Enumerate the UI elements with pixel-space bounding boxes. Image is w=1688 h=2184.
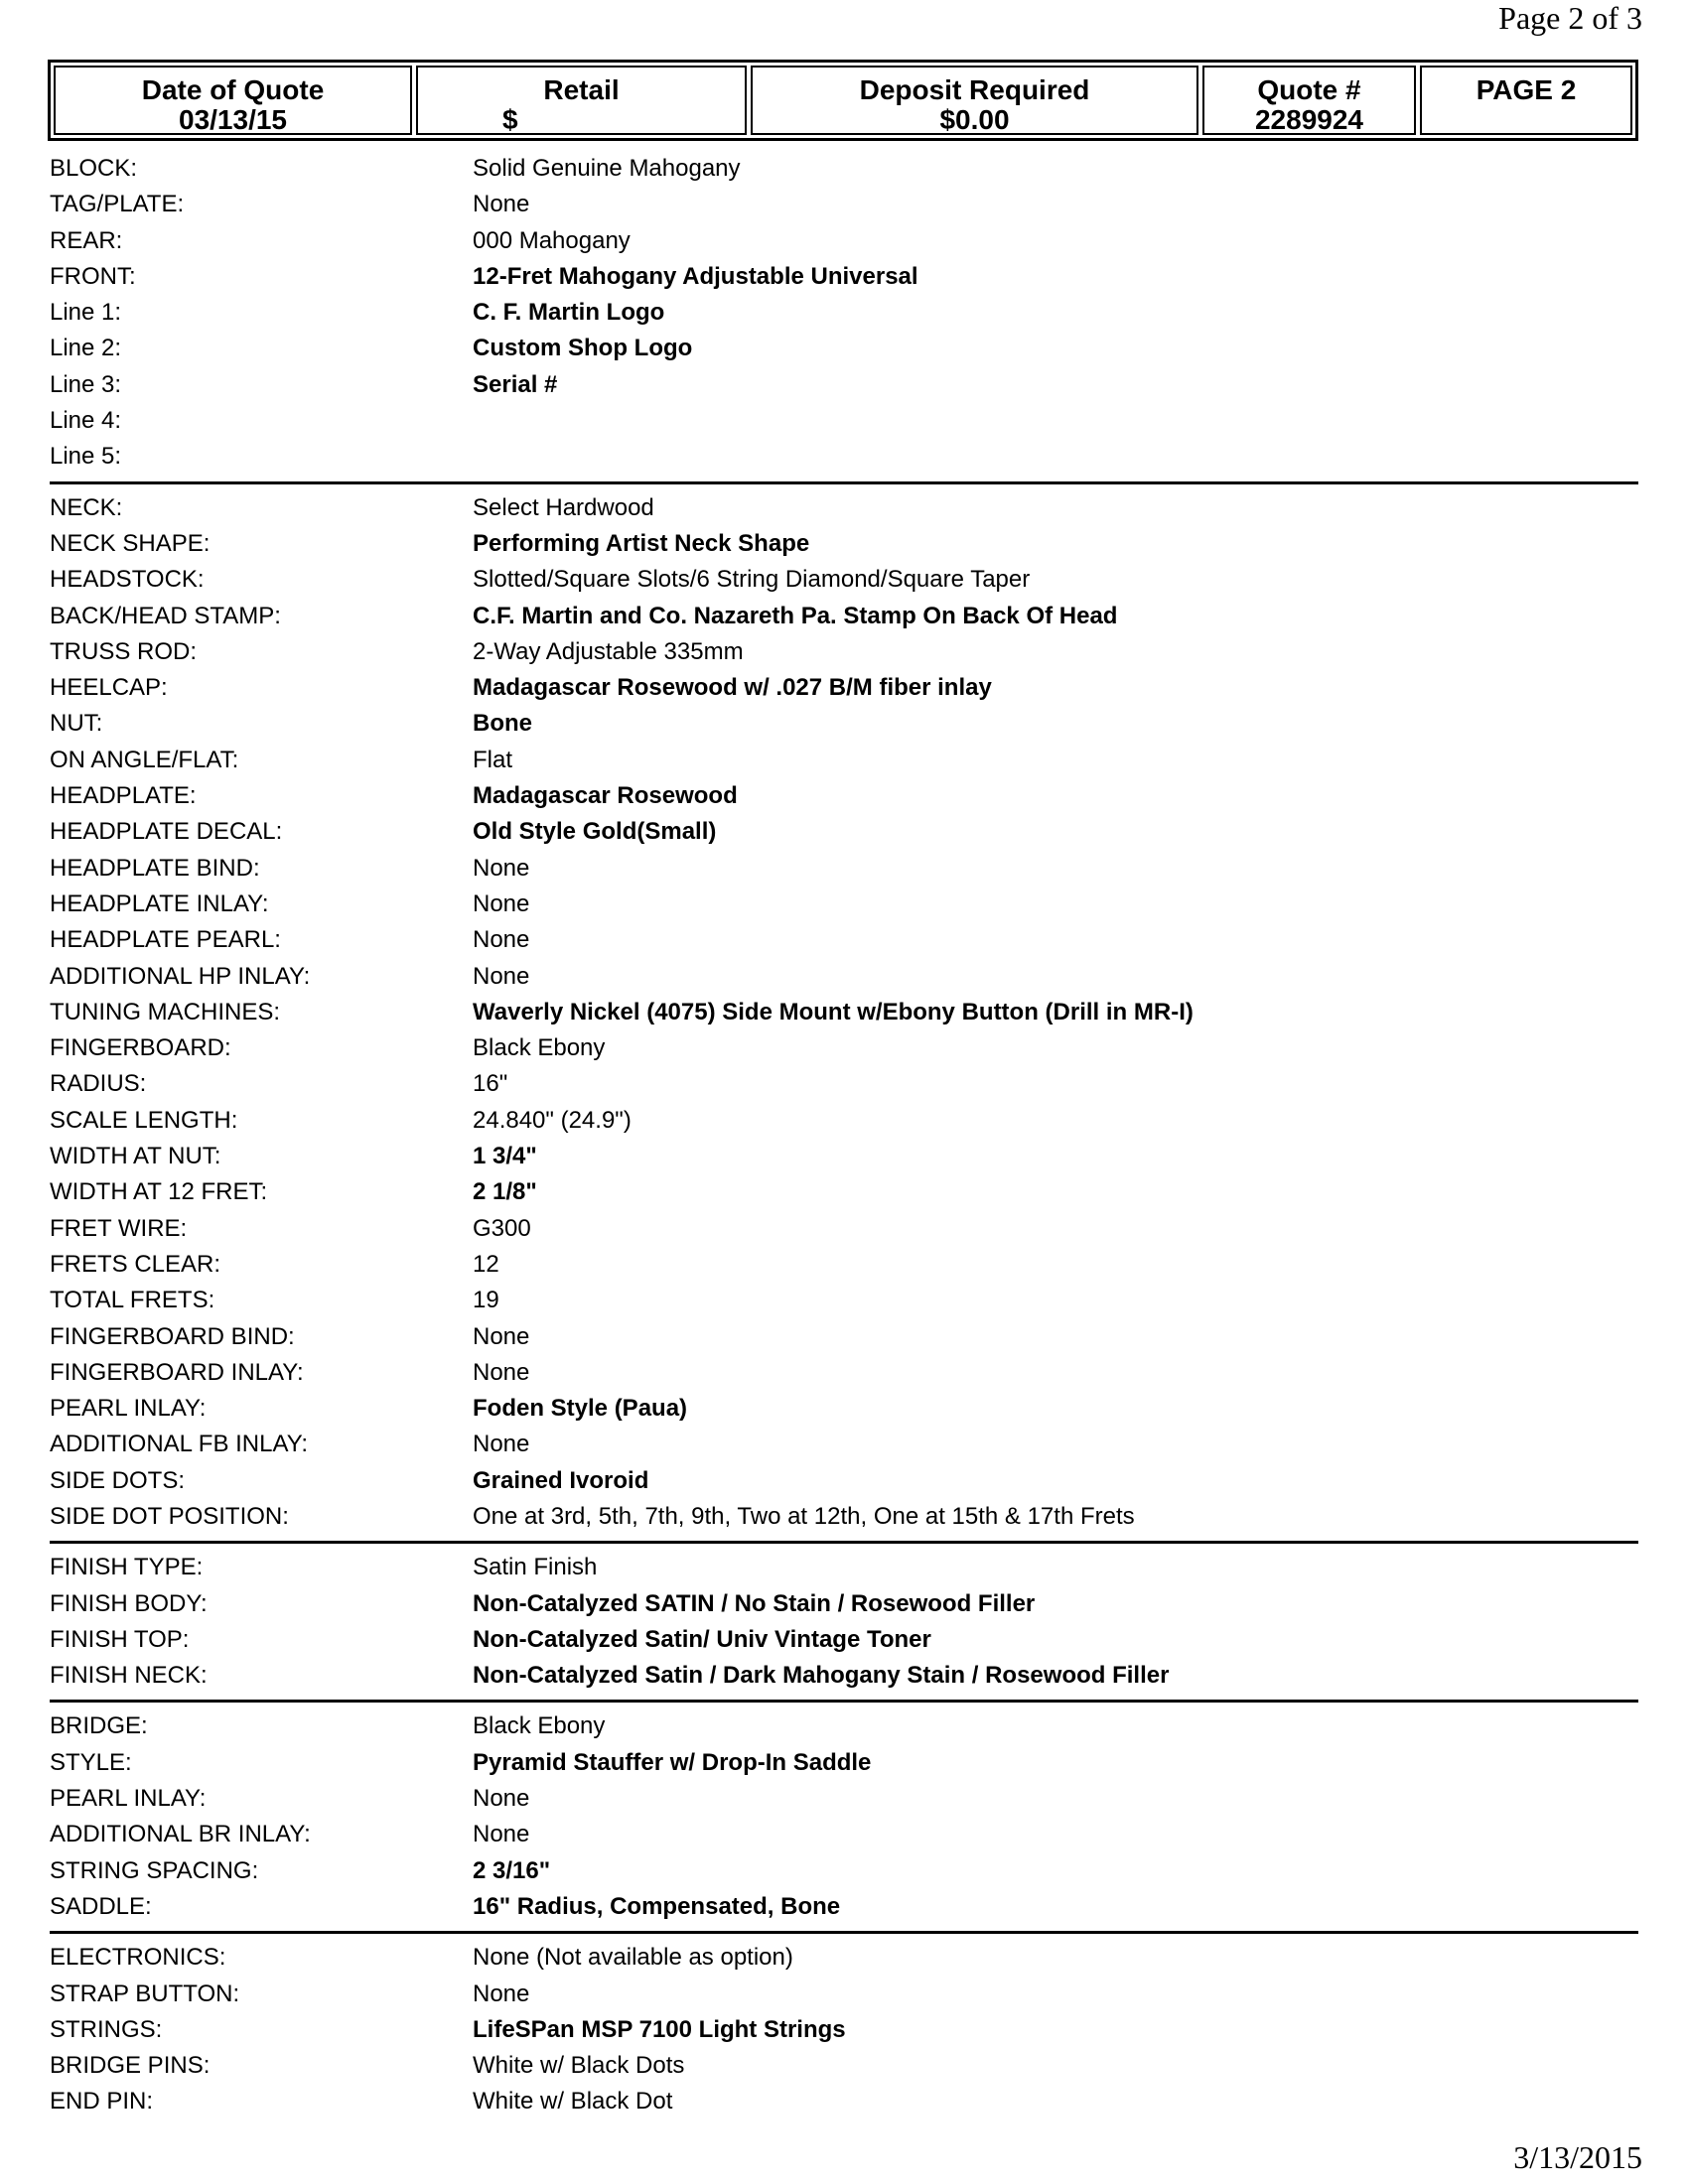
- spec-label: SIDE DOT POSITION:: [50, 1502, 289, 1530]
- spec-row: [50, 151, 1638, 187]
- spec-value: Slotted/Square Slots/6 String Diamond/Square Taper: [473, 566, 1031, 594]
- spec-label: WIDTH AT NUT:: [50, 1143, 221, 1170]
- spec-row: [50, 1622, 1638, 1658]
- spec-row: [50, 887, 1638, 922]
- spec-label: STYLE:: [50, 1748, 132, 1776]
- spec-label: HEADPLATE PEARL:: [50, 926, 281, 954]
- spec-label: SCALE LENGTH:: [50, 1106, 238, 1134]
- spec-sections: [50, 151, 1638, 2132]
- spec-value: Solid Genuine Mahogany: [473, 155, 741, 182]
- spec-label: NUT:: [50, 710, 103, 738]
- spec-value: Non-Catalyzed Satin/ Univ Vintage Toner: [473, 1625, 931, 1653]
- spec-label: Line 5:: [50, 443, 122, 471]
- spec-label: Line 3:: [50, 370, 122, 398]
- spec-label: Line 1:: [50, 299, 122, 327]
- spec-label: RADIUS:: [50, 1070, 147, 1098]
- spec-section: [50, 1550, 1638, 1703]
- spec-label: NECK:: [50, 493, 123, 521]
- date-label: Date of Quote: [141, 74, 325, 105]
- spec-row: [50, 1940, 1638, 1976]
- spec-label: SADDLE:: [50, 1892, 152, 1920]
- spec-row: [50, 439, 1638, 475]
- spec-value: Non-Catalyzed Satin / Dark Mahogany Stain / Rosewood Filler: [473, 1662, 1170, 1690]
- spec-label: SIDE DOTS:: [50, 1466, 186, 1494]
- page-cell: [1420, 66, 1632, 135]
- spec-label: PEARL INLAY:: [50, 1785, 207, 1813]
- spec-value: None: [473, 1358, 530, 1386]
- spec-row: [50, 562, 1638, 598]
- retail-label: Retail: [543, 74, 620, 105]
- spec-row: [50, 634, 1638, 670]
- spec-value: None (Not available as option): [473, 1944, 793, 1972]
- spec-row: [50, 1817, 1638, 1852]
- quote-label: Quote #: [1257, 74, 1361, 105]
- spec-value: None: [473, 926, 530, 954]
- spec-row: [50, 1550, 1638, 1585]
- spec-row: [50, 1355, 1638, 1391]
- spec-row: [50, 2012, 1638, 2048]
- page-number: Page 2 of 3: [1498, 0, 1642, 36]
- retail-value: $: [502, 104, 518, 135]
- spec-label: END PIN:: [50, 2088, 154, 2116]
- spec-row: [50, 778, 1638, 814]
- spec-label: REAR:: [50, 226, 123, 254]
- page-cell-label: PAGE 2: [1476, 74, 1577, 105]
- spec-label: BRIDGE:: [50, 1712, 148, 1740]
- spec-row: [50, 1030, 1638, 1066]
- spec-value: Madagascar Rosewood w/ .027 B/M fiber inlay: [473, 674, 992, 702]
- spec-value: None: [473, 854, 530, 882]
- spec-label: Line 4:: [50, 407, 122, 435]
- quote-header: [48, 60, 1638, 141]
- spec-label: BLOCK:: [50, 155, 138, 182]
- spec-value: Flat: [473, 746, 513, 773]
- spec-row: [50, 403, 1638, 439]
- spec-value: 16": [473, 1070, 508, 1098]
- quote-number-cell: [1202, 66, 1416, 135]
- spec-value: 2-Way Adjustable 335mm: [473, 637, 744, 665]
- spec-value: Grained Ivoroid: [473, 1466, 649, 1494]
- spec-row: [50, 670, 1638, 706]
- spec-value: 12-Fret Mahogany Adjustable Universal: [473, 262, 918, 290]
- spec-label: STRAP BUTTON:: [50, 1979, 240, 2007]
- spec-label: TAG/PLATE:: [50, 191, 185, 218]
- spec-label: Line 2:: [50, 335, 122, 362]
- spec-value: 19: [473, 1287, 499, 1314]
- spec-label: ADDITIONAL FB INLAY:: [50, 1431, 309, 1458]
- spec-label: FINGERBOARD:: [50, 1034, 231, 1062]
- spec-row: [50, 1463, 1638, 1499]
- spec-label: STRING SPACING:: [50, 1856, 259, 1884]
- deposit-value: $0.00: [939, 104, 1010, 135]
- spec-row: [50, 851, 1638, 887]
- spec-value: None: [473, 1979, 530, 2007]
- spec-row: [50, 1139, 1638, 1174]
- spec-value: Waverly Nickel (4075) Side Mount w/Ebony Button (Drill in MR-I): [473, 998, 1194, 1025]
- spec-value: 1 3/4": [473, 1143, 537, 1170]
- spec-label: HEADPLATE DECAL:: [50, 818, 283, 846]
- spec-value: Serial #: [473, 370, 558, 398]
- spec-row: [50, 1889, 1638, 1925]
- spec-value: Pyramid Stauffer w/ Drop-In Saddle: [473, 1748, 872, 1776]
- spec-row: [50, 959, 1638, 995]
- spec-row: [50, 995, 1638, 1030]
- spec-section: [50, 490, 1638, 1545]
- spec-value: 2 1/8": [473, 1178, 537, 1206]
- spec-label: FINISH BODY:: [50, 1589, 208, 1617]
- spec-row: [50, 490, 1638, 526]
- spec-label: STRINGS:: [50, 2015, 163, 2043]
- spec-row: [50, 1586, 1638, 1622]
- spec-row: [50, 1499, 1638, 1535]
- spec-row: [50, 922, 1638, 958]
- spec-label: TUNING MACHINES:: [50, 998, 281, 1025]
- spec-row: [50, 2048, 1638, 2084]
- spec-row: [50, 187, 1638, 222]
- spec-label: FINISH TYPE:: [50, 1554, 204, 1581]
- spec-label: HEELCAP:: [50, 674, 168, 702]
- spec-row: [50, 1853, 1638, 1889]
- spec-label: FRET WIRE:: [50, 1214, 188, 1242]
- spec-row: [50, 331, 1638, 366]
- retail-cell: [416, 66, 747, 135]
- quote-value: 2289924: [1254, 104, 1363, 135]
- spec-label: FINISH NECK:: [50, 1662, 208, 1690]
- spec-value: Black Ebony: [473, 1034, 606, 1062]
- spec-row: [50, 1745, 1638, 1781]
- spec-label: ELECTRONICS:: [50, 1944, 226, 1972]
- spec-label: HEADPLATE INLAY:: [50, 889, 269, 917]
- spec-label: FINGERBOARD INLAY:: [50, 1358, 304, 1386]
- deposit-cell: [751, 66, 1198, 135]
- spec-value: LifeSPan MSP 7100 Light Strings: [473, 2015, 846, 2043]
- spec-row: [50, 1781, 1638, 1817]
- spec-value: Select Hardwood: [473, 493, 654, 521]
- spec-label: FRONT:: [50, 262, 136, 290]
- spec-label: TOTAL FRETS:: [50, 1287, 215, 1314]
- spec-label: PEARL INLAY:: [50, 1395, 207, 1423]
- spec-row: [50, 1103, 1638, 1139]
- deposit-label: Deposit Required: [859, 74, 1090, 105]
- spec-section: [50, 1940, 1638, 2125]
- spec-row: [50, 1708, 1638, 1744]
- spec-row: [50, 706, 1638, 742]
- spec-value: White w/ Black Dots: [473, 2052, 685, 2080]
- spec-label: HEADPLATE:: [50, 782, 197, 810]
- spec-label: ADDITIONAL HP INLAY:: [50, 962, 311, 990]
- spec-value: Performing Artist Neck Shape: [473, 529, 810, 557]
- spec-value: Custom Shop Logo: [473, 335, 693, 362]
- spec-value: Non-Catalyzed SATIN / No Stain / Rosewood Filler: [473, 1589, 1036, 1617]
- spec-value: None: [473, 889, 530, 917]
- date-value: 03/13/15: [179, 104, 287, 135]
- spec-value: None: [473, 1322, 530, 1350]
- spec-section: [50, 151, 1638, 484]
- spec-label: BACK/HEAD STAMP:: [50, 602, 281, 629]
- spec-row: [50, 599, 1638, 634]
- spec-label: HEADPLATE BIND:: [50, 854, 260, 882]
- spec-row: [50, 1319, 1638, 1355]
- spec-value: 2 3/16": [473, 1856, 551, 1884]
- spec-label: TRUSS ROD:: [50, 637, 198, 665]
- spec-label: HEADSTOCK:: [50, 566, 205, 594]
- spec-row: [50, 1427, 1638, 1462]
- spec-row: [50, 1174, 1638, 1210]
- spec-value: None: [473, 1785, 530, 1813]
- spec-label: NECK SHAPE:: [50, 529, 211, 557]
- spec-row: [50, 259, 1638, 295]
- spec-value: One at 3rd, 5th, 7th, 9th, Two at 12th, One at 15th & 17th Frets: [473, 1502, 1135, 1530]
- spec-value: White w/ Black Dot: [473, 2088, 673, 2116]
- spec-value: 12: [473, 1250, 499, 1278]
- spec-label: BRIDGE PINS:: [50, 2052, 211, 2080]
- spec-row: [50, 295, 1638, 331]
- spec-value: C.F. Martin and Co. Nazareth Pa. Stamp On Back Of Head: [473, 602, 1118, 629]
- spec-row: [50, 1283, 1638, 1318]
- spec-value: None: [473, 1821, 530, 1848]
- spec-label: FINISH TOP:: [50, 1625, 190, 1653]
- spec-section: [50, 1708, 1638, 1934]
- spec-value: None: [473, 962, 530, 990]
- spec-label: FINGERBOARD BIND:: [50, 1322, 295, 1350]
- spec-row: [50, 814, 1638, 850]
- spec-value: None: [473, 1431, 530, 1458]
- spec-label: WIDTH AT 12 FRET:: [50, 1178, 268, 1206]
- spec-row: [50, 1391, 1638, 1427]
- date-of-quote-cell: [54, 66, 412, 135]
- spec-row: [50, 1658, 1638, 1694]
- spec-value: Old Style Gold(Small): [473, 818, 717, 846]
- spec-value: C. F. Martin Logo: [473, 299, 665, 327]
- spec-value: G300: [473, 1214, 531, 1242]
- spec-value: Foden Style (Paua): [473, 1395, 688, 1423]
- spec-row: [50, 1977, 1638, 2012]
- spec-value: 000 Mahogany: [473, 226, 631, 254]
- spec-row: [50, 1211, 1638, 1247]
- spec-row: [50, 1247, 1638, 1283]
- spec-label: FRETS CLEAR:: [50, 1250, 221, 1278]
- spec-row: [50, 526, 1638, 562]
- spec-value: None: [473, 191, 530, 218]
- spec-value: Bone: [473, 710, 532, 738]
- spec-value: Black Ebony: [473, 1712, 606, 1740]
- spec-row: [50, 743, 1638, 778]
- spec-row: [50, 223, 1638, 259]
- footer-date: 3/13/2015: [1513, 2139, 1642, 2175]
- spec-row: [50, 2084, 1638, 2119]
- spec-label: ADDITIONAL BR INLAY:: [50, 1821, 311, 1848]
- spec-value: 24.840" (24.9"): [473, 1106, 632, 1134]
- spec-label: ON ANGLE/FLAT:: [50, 746, 239, 773]
- spec-row: [50, 1066, 1638, 1102]
- spec-value: 16" Radius, Compensated, Bone: [473, 1892, 841, 1920]
- spec-value: Madagascar Rosewood: [473, 782, 738, 810]
- spec-row: [50, 367, 1638, 403]
- spec-value: Satin Finish: [473, 1554, 598, 1581]
